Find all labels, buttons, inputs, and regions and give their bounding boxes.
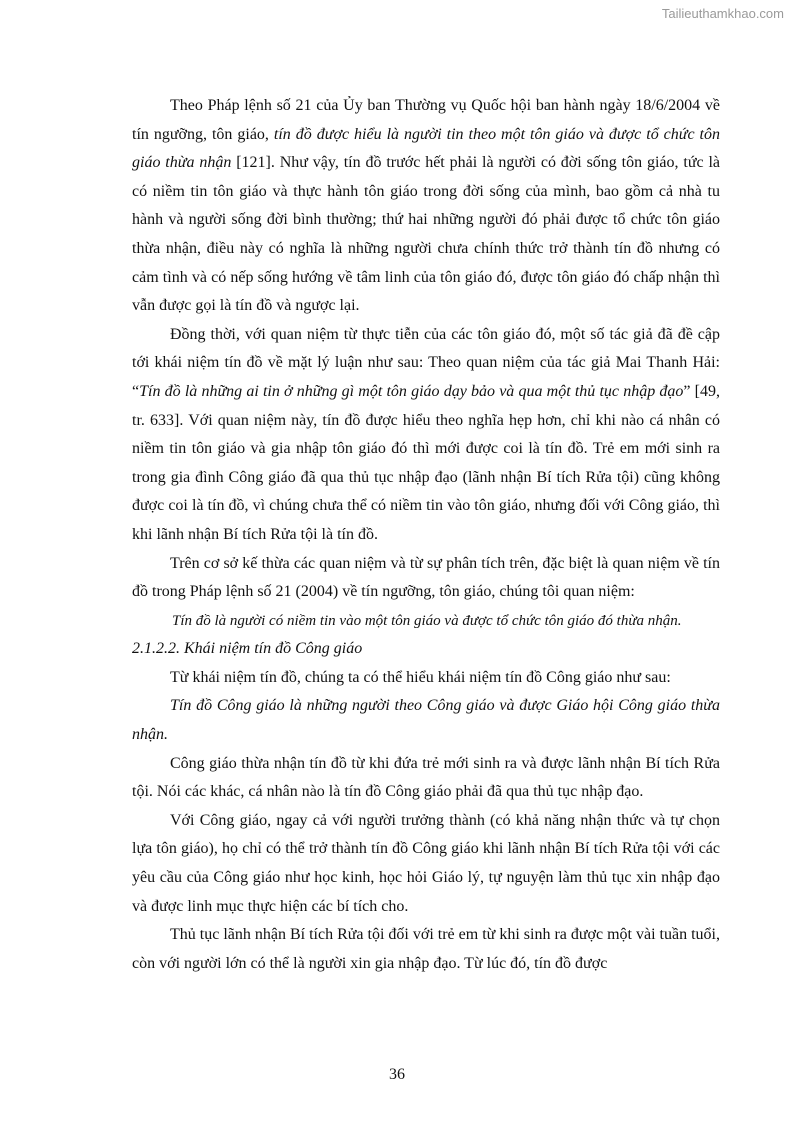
paragraph-1-text-a: Theo Pháp lệnh số 21 của Ủy ban Thường vụ Quốc hội ban hành ngày 18/6/2004 về tín ngưỡng, tôn giáo, (132, 97, 720, 143)
page-number: 36 (389, 1066, 405, 1083)
paragraph-4: Từ khái niệm tín đồ, chúng ta có thể hiểu khái niệm tín đồ Công giáo như sau: (170, 668, 671, 686)
definition-catholic-believer: Tín đồ Công giáo là những người theo Công giáo và được Giáo hội Công giáo thừa nhận. (132, 697, 720, 744)
document-body (132, 92, 720, 978)
paragraph-6: Với Công giáo, ngay cả với người trưởng thành (có khả năng nhận thức và tự chọn lựa tôn giáo), họ chỉ có thể trở thành tín đồ Công giáo khi lãnh nhận Bí tích Rửa tội với các yêu cầu của Công giáo như học kinh, học hỏi Giáo lý, tự nguyện làm thủ tục xin nhập đạo và được linh mục thực hiện các bí tích cho. (132, 811, 720, 915)
paragraph-3: Trên cơ sở kế thừa các quan niệm và từ sự phân tích trên, đặc biệt là quan niệm về tín đồ trong Pháp lệnh số 21 (2004) về tín ngưỡng, tôn giáo, chúng tôi quan niệm: (132, 554, 720, 601)
watermark: Tailieuthamkhao.com (661, 6, 784, 21)
paragraph-1-text-b: [121]. Như vậy, tín đồ trước hết phải là người có đời sống tôn giáo, tức là có niềm tin tôn giáo và thực hành tôn giáo trong đời sống của mình, bao gồm cả nhà tu hành và người sống đời bình thường; thứ hai những người đó phải được tổ chức tôn giáo thừa nhận, điều này có nghĩa là những người chưa chính thức trở thành tín đồ nhưng có cảm tình và có nếp sống hướng về tâm linh của tôn giáo đó, được tôn giáo đó chấp nhận thì vẫn được gọi là tín đồ và ngược lại. (132, 154, 720, 315)
paragraph-2-text-b: ” [49, tr. 633]. Với quan niệm này, tín đồ được hiểu theo nghĩa hẹp hơn, chỉ khi nào cá nhân có niềm tin tôn giáo và gia nhập tôn giáo đó thì mới được coi là tín đồ. Trẻ em mới sinh ra trong gia đình Công giáo đã qua thủ tục nhập đạo (lãnh nhận Bí tích Rửa tội) cũng không được coi là tín đồ, vì chúng chưa thể có niềm tin vào tôn giáo, nhưng đối với Công giáo, thì khi lãnh nhận Bí tích Rửa tội là tín đồ. (132, 382, 720, 543)
paragraph-2-text-a: Đồng thời, với quan niệm từ thực tiễn của các tôn giáo đó, một số tác giả đã đề cập tới khái niệm tín đồ về mặt lý luận như sau: Theo quan niệm của tác giả Mai Thanh Hải: “ (132, 325, 720, 400)
paragraph-2 (132, 321, 720, 550)
paragraph-1 (132, 92, 720, 321)
paragraph-5: Công giáo thừa nhận tín đồ từ khi đứa trẻ mới sinh ra và được lãnh nhận Bí tích Rửa tội. Nói các khác, cá nhân nào là tín đồ Công giáo phải đã qua thủ tục nhập đạo. (132, 754, 720, 801)
paragraph-7: Thủ tục lãnh nhận Bí tích Rửa tội đối với trẻ em từ khi sinh ra được một vài tuần tuổi, còn với người lớn có thể là người xin gia nhập đạo. Từ lúc đó, tín đồ được (132, 926, 720, 972)
paragraph-2-italic: Tín đồ là những ai tin ở những gì một tôn giáo dạy bảo và qua một thủ tục nhập đạo (139, 382, 684, 400)
paragraph-1-italic: tín đồ được hiểu là người tin theo một tôn giáo và được tổ chức tôn giáo thừa nhận (132, 125, 720, 172)
definition-believer: Tín đồ là người có niềm tin vào một tôn giáo và được tổ chức tôn giáo đó thừa nhận. (172, 612, 682, 629)
section-heading: 2.1.2.2. Khái niệm tín đồ Công giáo (132, 640, 363, 658)
